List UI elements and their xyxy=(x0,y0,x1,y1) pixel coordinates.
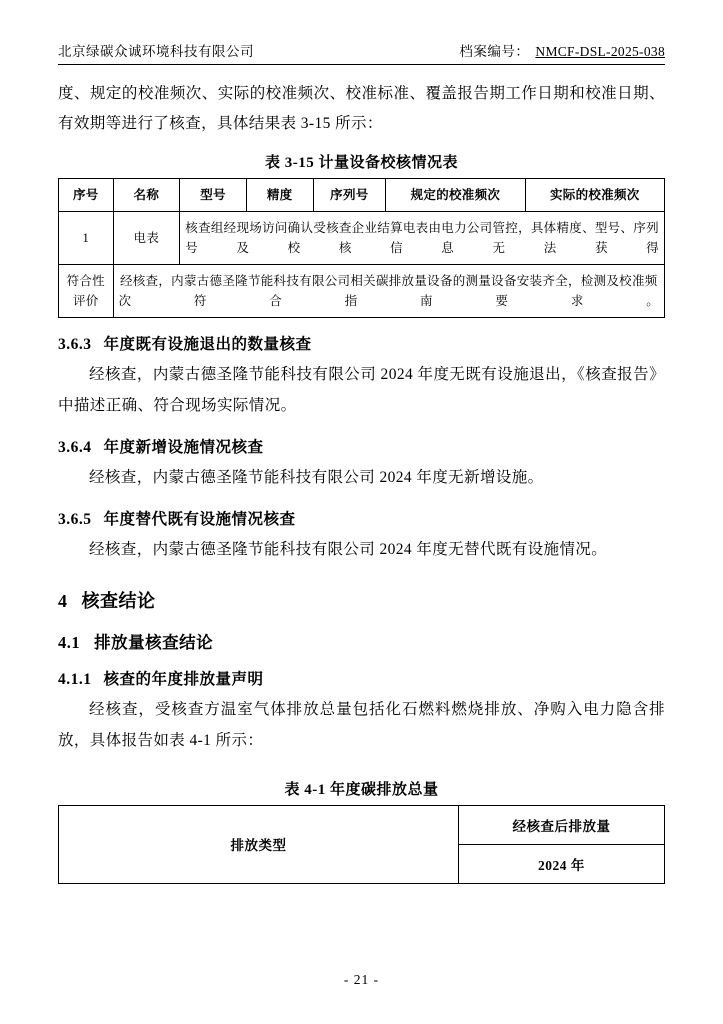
table-3-15-caption: 表 3-15 计量设备校核情况表 xyxy=(265,155,458,172)
table-row xyxy=(59,179,665,212)
heading-title: 年度替代既有设施情况核查 xyxy=(103,511,296,529)
heading-number: 4.1 xyxy=(58,633,81,653)
heading-3-6-4 xyxy=(58,435,665,457)
cell-name: 电表 xyxy=(113,212,180,265)
th-precision: 精度 xyxy=(246,179,313,212)
heading-number: 3.6.4 xyxy=(58,438,92,456)
th-serial: 序列号 xyxy=(313,179,386,212)
table-row xyxy=(59,265,665,318)
cell-compliance-label: 符合性评价 xyxy=(59,265,114,318)
th-name: 名称 xyxy=(113,179,180,212)
paragraph-4-1-1: 经核查，受核查方温室气体排放总量包括化石燃料燃烧排放、净购入电力隐含排放，具体报告如表 4-1 所示： xyxy=(58,701,665,749)
table-row xyxy=(59,212,665,265)
header-archive xyxy=(459,40,665,60)
cell-merged-note: 核查组经现场访问确认受核查企业结算电表由电力公司管控，具体精度、型号、序列号及校核信息无法获得 xyxy=(180,212,665,265)
th-model: 型号 xyxy=(180,179,247,212)
heading-title: 核查的年度排放量声明 xyxy=(103,671,264,689)
archive-label: 档案编号： xyxy=(459,44,530,59)
cell-emission-type-header: 排放类型 xyxy=(59,805,459,883)
table-row xyxy=(59,805,665,844)
paragraph-3-6-4: 经核查，内蒙古德圣隆节能科技有限公司 2024 年度无新增设施。 xyxy=(89,468,544,486)
table-3-15 xyxy=(58,178,665,318)
page-number: - 21 - xyxy=(343,972,380,987)
table-4-1-caption: 表 4-1 年度碳排放总量 xyxy=(284,781,439,798)
cell-index: 1 xyxy=(59,212,114,265)
th-index: 序号 xyxy=(59,179,114,212)
heading-4-1 xyxy=(58,629,665,653)
heading-title: 排放量核查结论 xyxy=(94,633,214,653)
cell-compliance-text: 经核查，内蒙古德圣隆节能科技有限公司相关碳排放量设备的测量设备安装齐全，检测及校准频次符合指南要求。 xyxy=(113,265,664,318)
heading-title: 核查结论 xyxy=(81,591,156,612)
cell-verified-emission-header: 经核查后排放量 xyxy=(458,805,664,844)
heading-title: 年度新增设施情况核查 xyxy=(103,438,264,456)
th-actual-frequency: 实际的校准频次 xyxy=(525,179,664,212)
heading-title: 年度既有设施退出的数量核查 xyxy=(103,336,312,354)
heading-3-6-5 xyxy=(58,507,665,529)
heading-number: 3.6.5 xyxy=(58,511,92,529)
heading-number: 4.1.1 xyxy=(58,671,92,689)
cell-year-2024: 2024 年 xyxy=(458,844,664,883)
heading-chapter-4 xyxy=(58,587,665,613)
archive-code: NMCF-DSL-2025-038 xyxy=(535,44,665,59)
continued-paragraph: 度、规定的校准频次、实际的校准频次、校准标准、覆盖报告期工作日期和校准日期、有效期等进行了核查，具体结果表 3-15 所示： xyxy=(58,85,665,133)
page-header xyxy=(58,40,665,65)
heading-4-1-1 xyxy=(58,667,665,689)
heading-number: 3.6.3 xyxy=(58,336,92,354)
heading-3-6-3 xyxy=(58,332,665,354)
table-4-1 xyxy=(58,805,665,884)
heading-number: 4 xyxy=(58,591,68,612)
th-specified-frequency: 规定的校准频次 xyxy=(386,179,525,212)
header-company-name: 北京绿碳众诚环境科技有限公司 xyxy=(58,44,254,59)
paragraph-3-6-3: 经核查，内蒙古德圣隆节能科技有限公司 2024 年度无既有设施退出，《核查报告》中描述正确、符合现场实际情况。 xyxy=(58,366,665,414)
paragraph-3-6-5: 经核查，内蒙古德圣隆节能科技有限公司 2024 年度无替代既有设施情况。 xyxy=(89,541,608,559)
